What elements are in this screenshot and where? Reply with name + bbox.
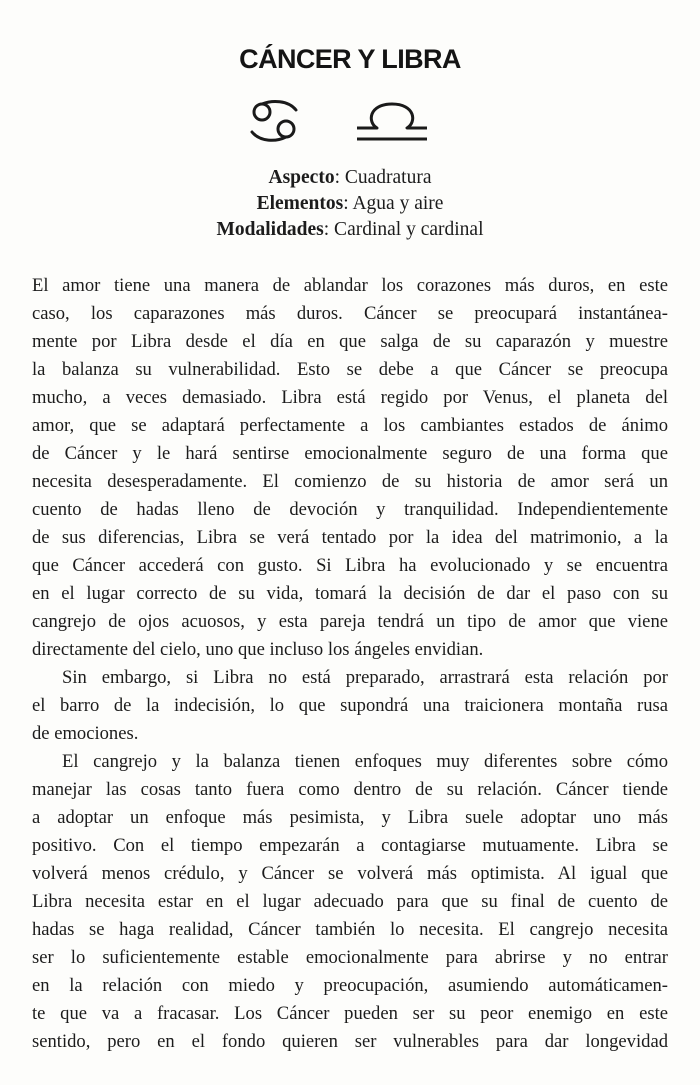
- text-line: hadas se haga realidad, Cáncer también lo necesita. El cangrejo necesita: [32, 919, 668, 940]
- aspect-row: [0, 165, 700, 191]
- elements-label: Elementos: [256, 193, 344, 214]
- text-line: que Cáncer accederá con gusto. Si Libra ha evolucionado y se encuentra: [32, 555, 668, 576]
- text-line: mente por Libra desde el día en que salga de su caparazón y muestre: [32, 331, 668, 352]
- paragraph-1: [32, 272, 668, 664]
- text-line: necesita desesperadamente. El comienzo de su historia de amor será un: [32, 471, 668, 492]
- text-line: volverá menos crédulo, y Cáncer se volverá más optimista. Al igual que: [32, 863, 668, 884]
- elements-value: : Agua y aire: [343, 193, 444, 214]
- aspect-label: Aspecto: [268, 167, 335, 188]
- text-line: el barro de la indecisión, lo que supondrá una traicionera montaña rusa: [32, 695, 668, 716]
- modalities-row: [0, 217, 700, 243]
- text-line: en el lugar correcto de su vida, tomará la decisión de dar el paso con su: [32, 583, 668, 604]
- text-line: El cangrejo y la balanza tienen enfoques muy diferentes sobre cómo: [62, 751, 668, 772]
- page-title: CÁNCER Y LIBRA: [239, 44, 461, 74]
- compatibility-summary: [0, 165, 700, 243]
- text-line: sentido, pero en el fondo quieren ser vulnerables para dar longevidad: [32, 1031, 668, 1052]
- modalities-value: : Cardinal y cardinal: [323, 219, 484, 240]
- text-line: El amor tiene una manera de ablandar los corazones más duros, en este: [32, 275, 668, 296]
- body-text: [32, 272, 668, 1056]
- text-line: de sus diferencias, Libra se verá tentado por la idea del matrimonio, a la: [32, 527, 668, 548]
- zodiac-symbols: [0, 98, 700, 148]
- text-line: de emociones.: [32, 723, 139, 744]
- elements-row: [0, 191, 700, 217]
- modalities-label: Modalidades: [216, 219, 324, 240]
- text-line: amor, que se adaptará perfectamente a los cambiantes estados de ánimo: [32, 415, 668, 436]
- cancer-zodiac-icon: [248, 98, 300, 144]
- text-line: Libra necesita estar en el lugar adecuado para que su final de cuento de: [32, 891, 668, 912]
- text-line: de Cáncer y le hará sentirse emocionalmente seguro de una forma que: [32, 443, 668, 464]
- text-line: positivo. Con el tiempo empezarán a contagiarse mutuamente. Libra se: [32, 835, 668, 856]
- paragraph-3: [32, 748, 668, 1056]
- text-line: caso, los caparazones más duros. Cáncer se preocupará instantánea-: [32, 303, 668, 324]
- text-line: cuento de hadas lleno de devoción y tranquilidad. Independientemente: [32, 499, 668, 520]
- text-line: mucho, a veces demasiado. Libra está regido por Venus, el planeta del: [32, 387, 668, 408]
- libra-zodiac-icon: [355, 98, 429, 144]
- text-line: cangrejo de ojos acuosos, y esta pareja tendrá un tipo de amor que viene: [32, 611, 668, 632]
- text-line: te que va a fracasar. Los Cáncer pueden ser su peor enemigo en este: [32, 1003, 668, 1024]
- text-line: Sin embargo, si Libra no está preparado, arrastrará esta relación por: [62, 667, 668, 688]
- text-line: en la relación con miedo y preocupación, asumiendo automáticamen-: [32, 975, 668, 996]
- text-line: la balanza su vulnerabilidad. Esto se debe a que Cáncer se preocupa: [32, 359, 668, 380]
- text-line: a adoptar un enfoque más pesimista, y Libra suele adoptar uno más: [32, 807, 668, 828]
- text-line: directamente del cielo, uno que incluso los ángeles envidian.: [32, 639, 484, 660]
- aspect-value: : Cuadratura: [334, 167, 432, 188]
- text-line: manejar las cosas tanto fuera como dentro de su relación. Cáncer tiende: [32, 779, 668, 800]
- paragraph-2: [32, 664, 668, 748]
- text-line: ser lo suficientemente estable emocionalmente para abrirse y no entrar: [32, 947, 668, 968]
